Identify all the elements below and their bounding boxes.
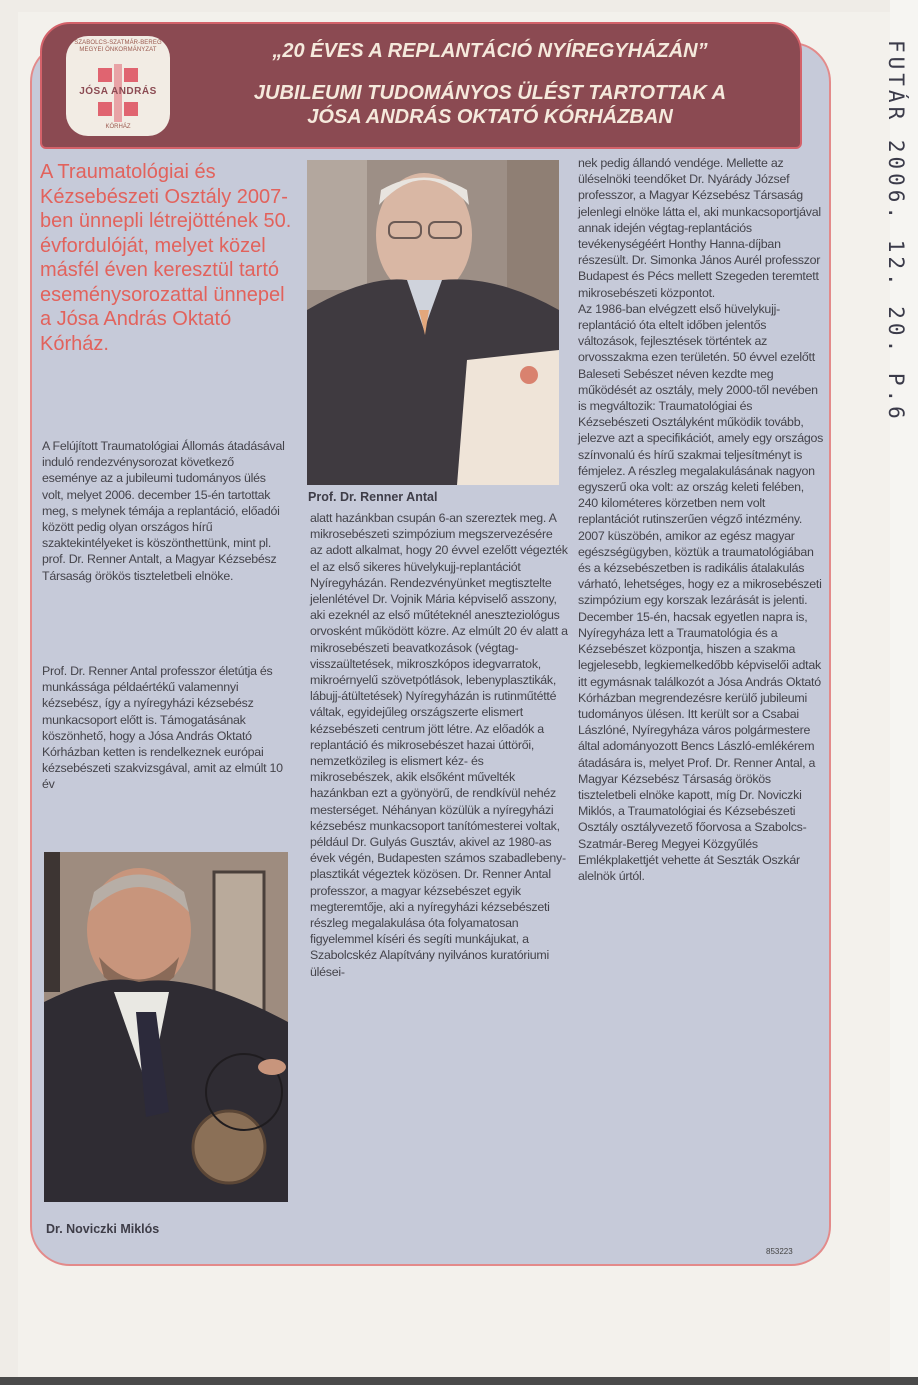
- column-1-paragraph-2: [42, 663, 286, 793]
- column-1-paragraph-1: [42, 438, 286, 584]
- article-lead: A Traumatológiai és Kézsebészeti Osztály 2007-ben ünnepli létrejöttének 50. évfordulóját, melyet közel másfél éven keresztül tartó eseménysorozattal ünnepel a Jósa András Oktató Kórház.: [40, 161, 292, 355]
- column-2: [310, 510, 568, 980]
- cross-icon: [98, 68, 112, 82]
- paragraph: nek pedig állandó vendége. Mellette az üléselnöki teendőket Dr. Nyárády József professzor, a Magyar Kézsebész Társaság jelenlegi elnöke látta el, aki munkacsoportjával annak idején végtag-replantációs tevékenységéért Honthy Hanna-díjban részesült. Dr. Simonka János Aurél professzor Budapest és Pécs mellett Szegeden teremtett mikrosebészeti központot.: [578, 156, 821, 300]
- portrait-image: [307, 160, 559, 485]
- photo-caption: Prof. Dr. Renner Antal: [308, 490, 438, 504]
- paragraph: alatt hazánkban csupán 6-an szereztek meg. A mikrosebészeti szimpózium megszervezésére az adott alkalmat, hogy 20 évvel ezelőtt végezték el az első sikeres hüvelykujj-replantációt Nyíregyházán. Rendezvényünket megtisztelte jelenlétével Dr. Vojnik Mária képviselő asszony, aki ezeknél az első műtéteknél aneszteziológus orvosként működött közre. Az elmúlt 20 év alatt a mikrosebészeti beavatkozások (végtag-visszaültetések, mikroszkópos idegvarratok, mikroérnyelű szövetpótlások, lebenyplasztikák, lábujj-átültetések) Nyíregyházán is rutinműtétté váltak, egyidejűleg országszerte elismert kézsebészeti centrum jött létre. Az előadók a replantáció és mikrosebészet hazai úttörői, nemzetközileg is elismert kéz- és mikrosebészek, akik elsőként művelték hazánkban ezt a gyönyörű, de rendkívül nehéz mesterséget. Néhányan közülük a nyíregyházi kézsebész munkacsoport tanítómesterei voltak, például Dr. Gulyás Gusztáv, akivel az 1980-as évek végén, Budapesten számos szabadlebeny-plasztikát végeztek közösen. Dr. Renner Antal professzor, a magyar kézsebészet egyik megteremtője, aki a nyíregyházi kézsebészeti részleg megalakulása óta folyamatosan figyelemmel kíséri és segíti munkájukat, a Szabolcskéz Alapítvány nyilvános kuratóriumi ülései-: [310, 511, 568, 979]
- scan-edge: [0, 1377, 918, 1385]
- headline-kicker: „20 ÉVES A REPLANTÁCIÓ NYÍREGYHÁZÁN”: [272, 40, 708, 62]
- hospital-logo: [66, 36, 170, 136]
- logo-name: JÓSA ANDRÁS: [79, 86, 157, 97]
- logo-bottom-text: KÓRHÁZ: [105, 124, 131, 130]
- photo-noviczki-miklos: [44, 852, 288, 1202]
- logo-arc-text: SZABOLCS-SZATMÁR-BEREG MEGYEI ÖNKORMÁNYZAT: [74, 40, 162, 53]
- portrait-image: [44, 852, 288, 1202]
- ad-code: 853223: [766, 1247, 793, 1256]
- photo-caption: Dr. Noviczki Miklós: [46, 1222, 160, 1236]
- handwritten-note: FUTÁR 2006. 12. 20. P.6: [884, 40, 908, 423]
- paragraph: A Felújított Traumatológiai Állomás átadásával induló rendezvénysorozat következő eseménye az a jubileumi tudományos ülés volt, melyet 2006. december 15-én tartottak meg, s melynek témája a replantáció, előadói között pedig olyan országos hírű szaktekintélyeket is köszönthettünk, mint pl. prof. Dr. Renner Antalt, a Magyar Kézsebész Társaság örökös tiszteletbeli elnöke.: [42, 439, 285, 583]
- paragraph: Az 1986-ban elvégzett első hüvelykujj-replantáció óta eltelt időben jelentős változások, fejlesztések történtek az orvosszakma ezen területén. 50 évvel ezelőtt Baleseti Sebészet néven kezdte meg működését az osztály, mely 2000-től nevében is megváltozik: Traumatológiai és Kézsebészeti Osztályként működik tovább, jelezve azt a specifikációt, amely egy országos színvonalú és hírű szakmai teljesítményt is fémjelez. A részleg megalakulásának nagyon egyszerű oka volt: az ország keleti felében, 240 kilométeres körzetben nem volt replantációt rutinszerűen végző intézmény. 2007 küszöbén, amikor az egész magyar egészségügyben, köztük a traumatológiában és a kézsebészetben is radikális átalakulás várható, lehetséges, hogy ez a mikrosebészeti szimpózium egy korszak lezárását is jelenti.: [578, 301, 824, 608]
- headline-line-1: JUBILEUMI TUDOMÁNYOS ÜLÉST TARTOTTAK A: [253, 82, 727, 104]
- column-3: [578, 155, 826, 884]
- paragraph: Prof. Dr. Renner Antal professzor életútja és munkássága példaértékű valamennyi kézsebész, így a nyíregyházi kézsebész munkacsoport előtt is. Támogatásának köszönhető, hogy a Jósa András Oktató Kórházban ketten is rendelkeznek európai kézsebészeti szakvizsgával, amit az elmúlt 10 év: [42, 664, 283, 792]
- paragraph: December 15-én, hacsak egyetlen napra is, Nyíregyháza lett a Traumatológia és a Kézsebészet központja, hiszen a szakma legjelesebb, legkiemelkedőbb képviselői adtak itt egymásnak találkozót a Jósa András Oktató Kórházban megrendezésre kerülő jubileumi tudományos ülésen. Itt került sor a Csabai Lászlóné, Nyíregyháza város polgármestere által adományozott Bencs László-emlékérem átadására is, melyet Prof. Dr. Renner Antal, a Magyar Kézsebész Társaság örökös tiszteletbeli elnöke kapott, míg Dr. Noviczki Miklós, a Traumatológiai és Kézsebészeti Osztály osztályvezető főorvosa a Szabolcs-Szatmár-Bereg Megyei Közgyűlés Emlékplakettjét vehette át Seszták Oszkár alelnök úrtól.: [578, 609, 821, 883]
- cross-icon: [124, 68, 138, 82]
- photo-renner-antal: [307, 160, 559, 485]
- cross-icon: [124, 102, 138, 116]
- headline-line-2: JÓSA ANDRÁS OKTATÓ KÓRHÁZBAN: [307, 106, 673, 128]
- cross-icon: [98, 102, 112, 116]
